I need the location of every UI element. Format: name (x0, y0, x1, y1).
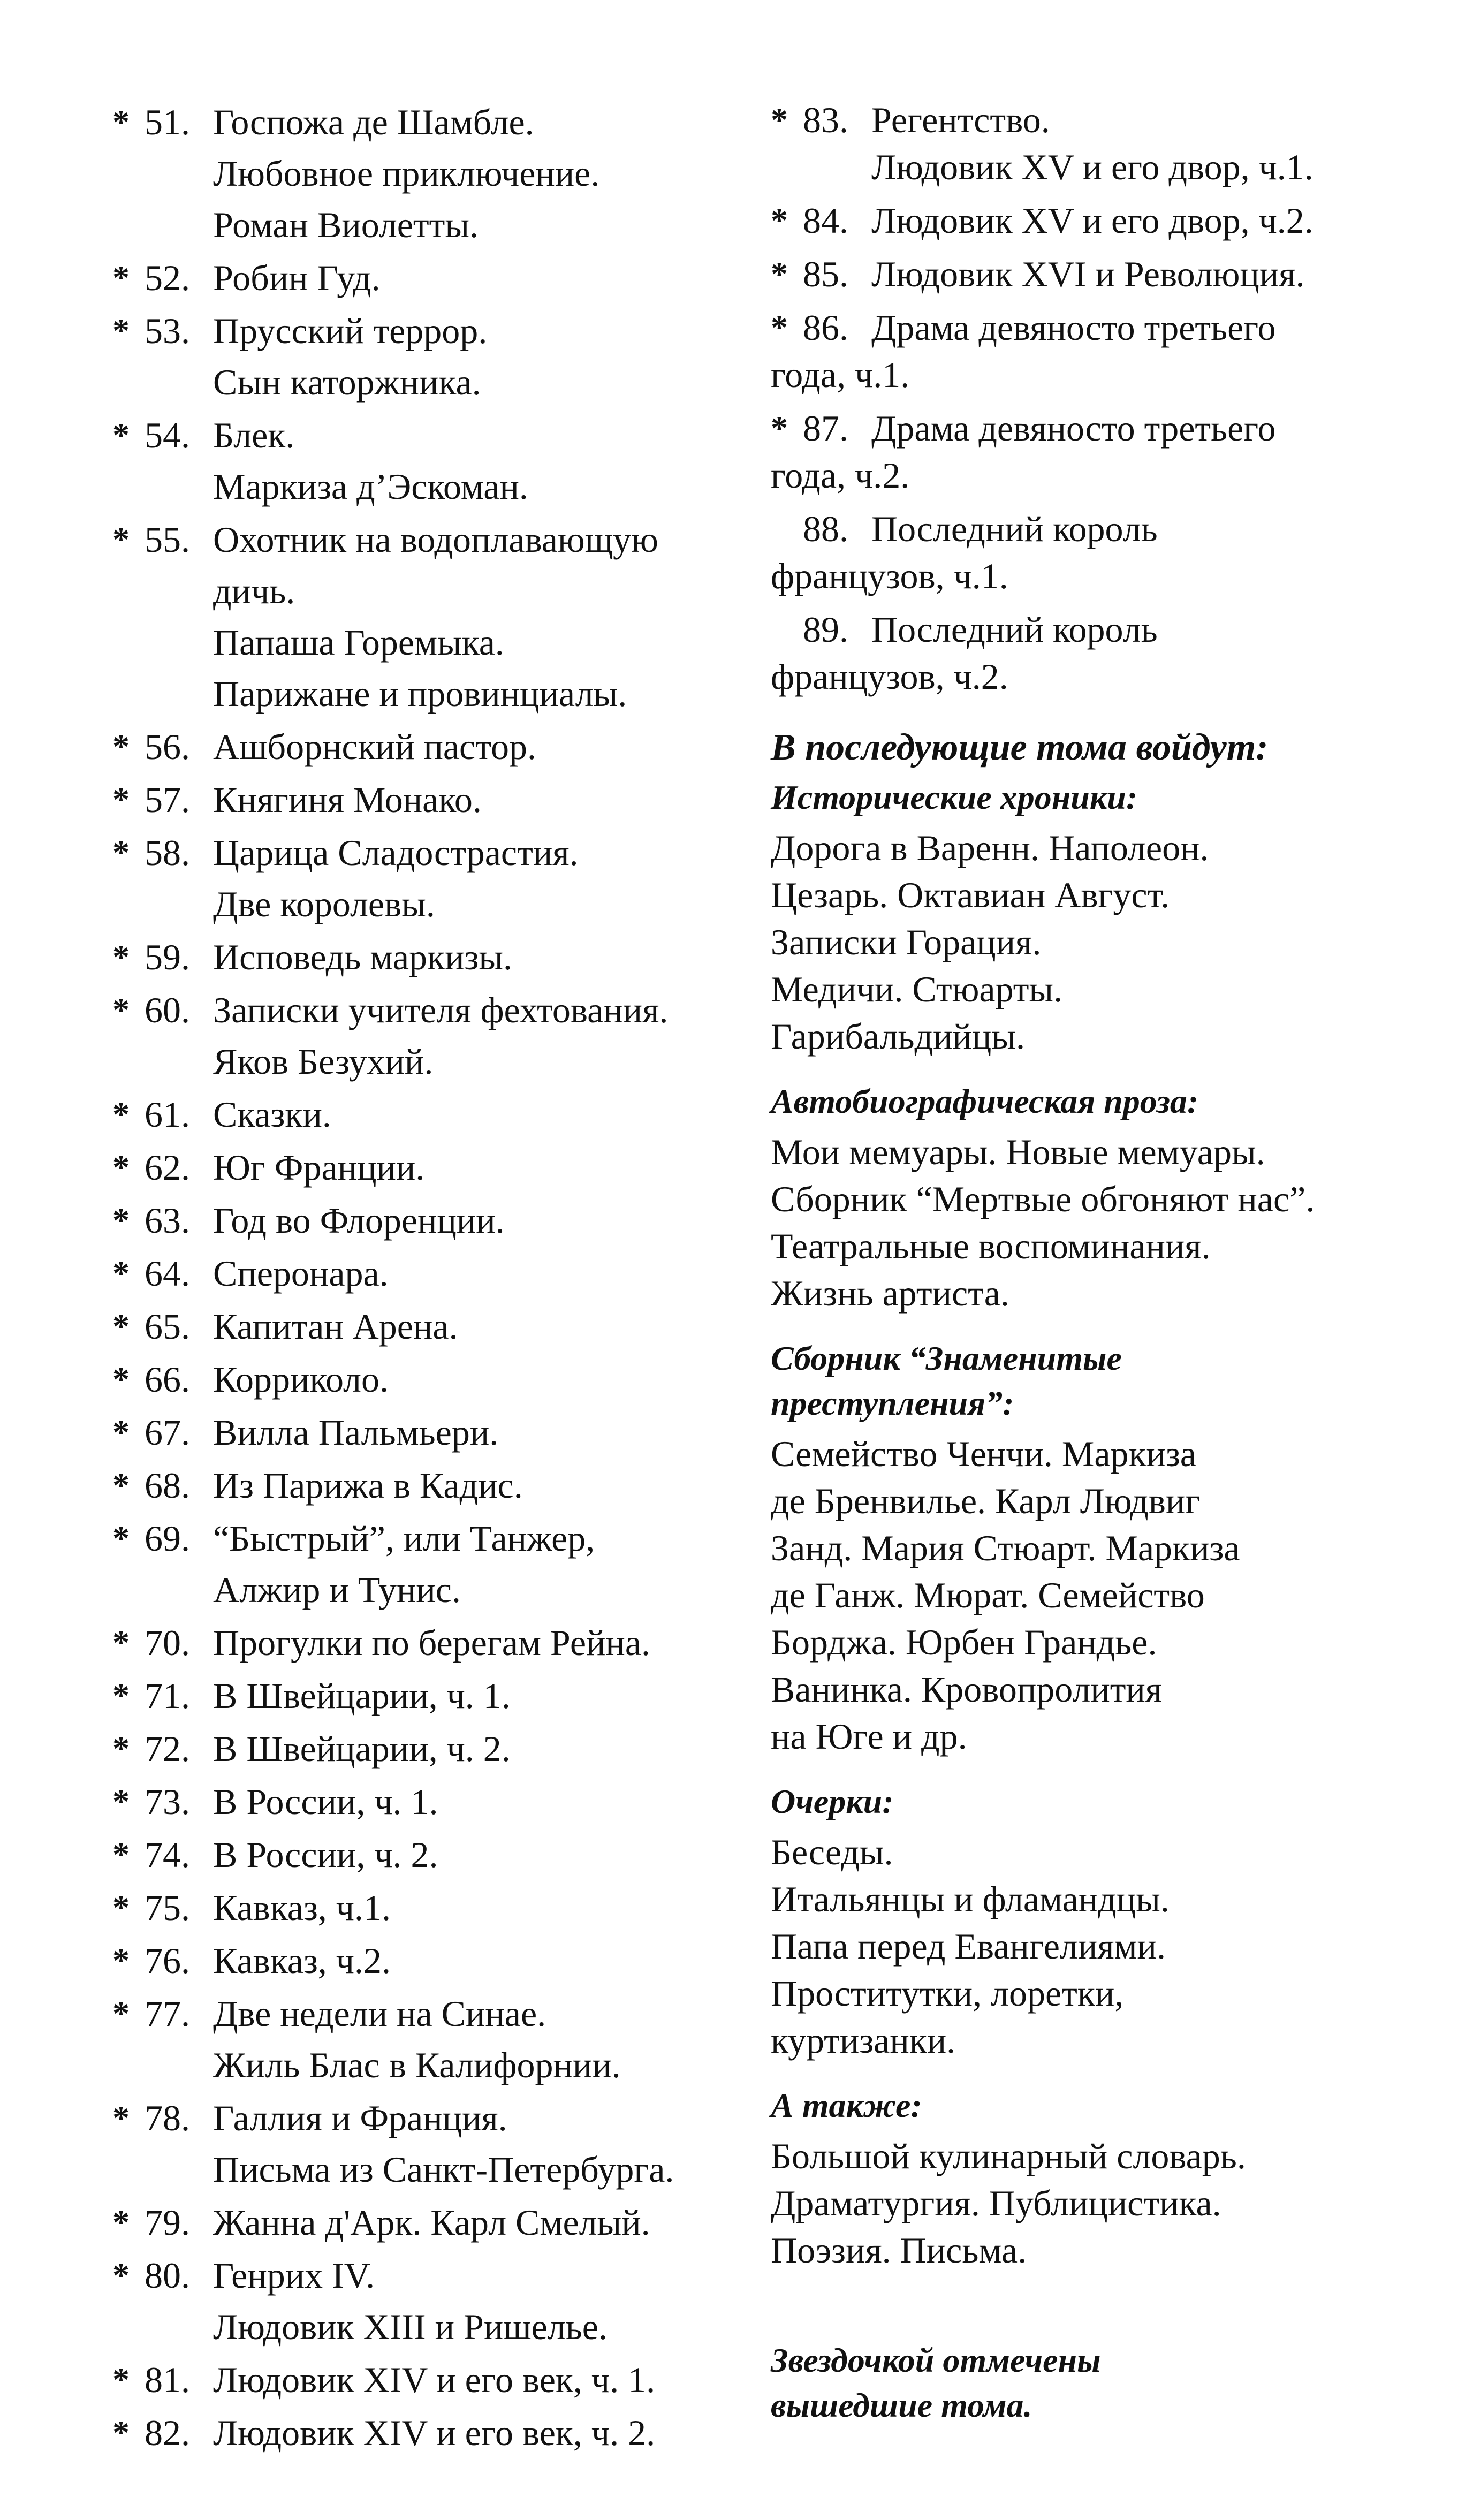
volume-number: 85. (803, 254, 848, 294)
published-star-marker: * (112, 1360, 130, 1398)
section-text-line: на Юге и др. (771, 1716, 967, 1757)
published-star-marker: * (112, 416, 130, 454)
volume-title-line: Алжир и Тунис. (213, 1569, 461, 1610)
volume-title-line: Царица Сладострастия. (213, 832, 579, 873)
volume-titles (213, 2197, 723, 2248)
volume-number: 66. (145, 1359, 190, 1400)
volume-number: 51. (145, 102, 190, 142)
volume-titles (213, 2407, 723, 2458)
volume-title-line: Яков Безухий. (213, 1041, 434, 1082)
section-heading (771, 1079, 1392, 1124)
section-text-line: Записки Горация. (771, 922, 1042, 962)
volume-entry (112, 2250, 723, 2352)
volume-number: 72. (145, 1728, 190, 1769)
volume-entry-head (771, 96, 1392, 143)
published-star-marker: * (112, 1623, 130, 1661)
volume-title-line: французов, ч.2. (771, 656, 1008, 697)
published-star-marker: * (112, 2256, 130, 2294)
volume-title-line: Людовик XIV и его век, ч. 2. (213, 2412, 656, 2453)
volume-number: 53. (145, 310, 190, 351)
volume-titles (213, 1354, 723, 1405)
volume-entry-head (771, 606, 1392, 653)
volume-titles (213, 96, 723, 251)
volume-titles (213, 1301, 723, 1352)
volume-entry (112, 2092, 723, 2195)
published-star-marker: * (112, 833, 130, 871)
volume-titles (213, 1776, 723, 1827)
volume-titles (213, 1089, 723, 1140)
volume-entry (112, 252, 723, 303)
volume-number: 89. (803, 609, 848, 650)
volume-title-line: Блек. (213, 415, 295, 456)
volume-titles (213, 252, 723, 303)
published-star-marker: * (112, 1941, 130, 1979)
volume-title-line: Робин Гуд. (213, 257, 381, 298)
volume-title-line: Парижане и провинциалы. (213, 673, 627, 714)
volume-titles (213, 721, 723, 772)
volume-titles (213, 409, 723, 512)
volume-entry (112, 2407, 723, 2458)
published-star-marker: * (112, 2203, 130, 2241)
volume-titles (213, 984, 723, 1087)
volume-titles (213, 2354, 723, 2405)
volume-titles (213, 1829, 723, 1880)
volume-entry (112, 1407, 723, 1458)
section-heading (771, 1336, 1392, 1426)
published-star-marker: * (112, 520, 130, 558)
published-star-marker: * (771, 255, 788, 293)
right-entries-list (771, 96, 1392, 700)
volume-entry-head (771, 505, 1392, 552)
volume-title-line: Последний король (871, 609, 1158, 650)
published-star-marker: * (771, 101, 788, 139)
published-star-marker: * (112, 1148, 130, 1186)
section-heading-line: А также: (771, 2086, 922, 2124)
volume-entry (112, 827, 723, 930)
volume-number: 77. (145, 1993, 190, 2034)
section-heading-line: Очерки: (771, 1782, 894, 1820)
volume-title-line: Исповедь маркизы. (213, 937, 513, 977)
volume-titles (213, 2250, 723, 2352)
volume-entry (771, 251, 1392, 298)
right-column (771, 96, 1392, 2428)
published-star-marker: * (112, 1994, 130, 2032)
volume-title-line: Людовик XIV и его век, ч. 1. (213, 2359, 656, 2400)
volume-title-line: Людовик XVI и Революция. (871, 254, 1305, 294)
published-star-marker: * (112, 1676, 130, 1714)
volume-entry (112, 305, 723, 408)
volume-title-line: Из Парижа в Кадис. (213, 1465, 523, 1506)
published-star-marker (771, 606, 803, 653)
volume-title-line: Ашборнский пастор. (213, 726, 537, 767)
volume-title-line: Юг Франции. (213, 1147, 425, 1188)
volume-title-line: дичь. (213, 571, 295, 611)
volume-entry (112, 1354, 723, 1405)
volume-title-line: Регентство. (871, 100, 1050, 140)
volume-title-line: В Швейцарии, ч. 1. (213, 1675, 511, 1716)
footnote-line: вышедшие тома. (771, 2386, 1032, 2424)
published-star-marker: * (112, 1519, 130, 1557)
section-text-line: Медичи. Стюарты. (771, 969, 1063, 1009)
volume-number: 64. (145, 1253, 190, 1294)
section-heading (771, 1779, 1392, 1824)
volume-number: 59. (145, 937, 190, 977)
volume-entry (771, 606, 1392, 700)
volume-number: 86. (803, 307, 848, 348)
volume-entry (112, 1089, 723, 1140)
volume-entry (112, 721, 723, 772)
volume-number: 87. (803, 408, 848, 449)
volume-entry (112, 96, 723, 251)
section-heading (771, 775, 1392, 820)
volume-titles (213, 1407, 723, 1458)
volume-number: 54. (145, 415, 190, 456)
volume-number: 71. (145, 1675, 190, 1716)
volume-title-line: Прогулки по берегам Рейна. (213, 1622, 650, 1663)
volume-titles (213, 931, 723, 983)
section-text-line: Итальянцы и фламандцы. (771, 1879, 1170, 1919)
volume-entry-head (771, 304, 1392, 351)
volume-title-line: Охотник на водоплавающую (213, 519, 658, 560)
section-text-line: Цезарь. Октавиан Август. (771, 875, 1170, 915)
volume-title-line: Капитан Арена. (213, 1306, 458, 1347)
volume-title-line: Госпожа де Шамбле. (213, 102, 534, 142)
volume-titles (213, 1142, 723, 1193)
section-text-line: Ванинка. Кровопролития (771, 1669, 1163, 1710)
section-text-line: Проститутки, лоретки, (771, 1973, 1124, 2014)
volume-title-line: года, ч.1. (771, 354, 910, 395)
published-star-marker: * (112, 727, 130, 765)
section-text-line: Драматургия. Публицистика. (771, 2183, 1221, 2223)
footnote-line: Звездочкой отмечены (771, 2341, 1101, 2379)
volume-entry (112, 1142, 723, 1193)
section-heading (771, 2083, 1392, 2128)
section-heading-line: Исторические хроники: (771, 778, 1138, 816)
published-star-marker: * (112, 1413, 130, 1451)
volume-number: 52. (145, 257, 190, 298)
volume-entry (112, 1513, 723, 1615)
volume-entry (112, 1935, 723, 1986)
published-star-marker: * (112, 991, 130, 1029)
volume-entry (771, 505, 1392, 599)
volume-title-line: Людовик XIII и Ришелье. (213, 2306, 608, 2347)
section-text-line: Занд. Мария Стюарт. Маркиза (771, 1528, 1240, 1568)
volume-number: 58. (145, 832, 190, 873)
volume-title-line: Любовное приключение. (213, 153, 600, 194)
volume-titles (213, 1723, 723, 1774)
volume-entry-head (771, 197, 1392, 244)
volume-title-line: Записки учителя фехтования. (213, 990, 669, 1030)
section-text-line: Борджа. Юрбен Грандье. (771, 1622, 1157, 1663)
volume-title-line: В Швейцарии, ч. 2. (213, 1728, 511, 1769)
volume-title-line: Кавказ, ч.2. (213, 1940, 391, 1981)
volume-title-line: Две королевы. (213, 884, 435, 924)
upcoming-volumes-title: В последующие тома войдут: (771, 727, 1269, 768)
volume-entry (771, 405, 1392, 499)
volume-number: 88. (803, 508, 848, 549)
published-star-marker: * (112, 1466, 130, 1504)
volume-titles (213, 774, 723, 825)
volume-title-line: Сын каторжника. (213, 362, 481, 403)
volume-entry (112, 2354, 723, 2405)
volume-number: 57. (145, 779, 190, 820)
volume-number: 69. (145, 1518, 190, 1559)
volume-number: 80. (145, 2255, 190, 2296)
volume-entry (112, 1723, 723, 1774)
volume-number: 73. (145, 1781, 190, 1822)
volume-title-line: Год во Флоренции. (213, 1200, 505, 1241)
section-heading-line: преступления”: (771, 1384, 1014, 1422)
volume-entry (112, 1248, 723, 1299)
volume-title-line: Людовик XV и его двор, ч.1. (871, 147, 1313, 187)
volume-entry (112, 1460, 723, 1511)
volume-number: 74. (145, 1834, 190, 1875)
volume-entry (771, 197, 1392, 244)
published-star-marker: * (112, 1254, 130, 1292)
published-star-marker: * (112, 1307, 130, 1345)
volume-entry (112, 931, 723, 983)
published-star-marker: * (112, 2099, 130, 2137)
volume-number: 70. (145, 1622, 190, 1663)
volume-titles (213, 2092, 723, 2195)
volume-entry (112, 1301, 723, 1352)
section-text-line: Мои мемуары. Новые мемуары. (771, 1132, 1265, 1172)
section-text-line: Беседы. (771, 1832, 893, 1872)
volume-number: 79. (145, 2202, 190, 2243)
published-star-marker: * (771, 201, 788, 239)
volume-title-line: В России, ч. 2. (213, 1834, 438, 1875)
volume-number: 63. (145, 1200, 190, 1241)
published-star-marker: * (112, 780, 130, 818)
footnote (771, 2338, 1392, 2428)
left-column (112, 96, 723, 2460)
volume-title-line: Маркиза д’Эскоман. (213, 466, 528, 507)
volume-title-line: Вилла Пальмьери. (213, 1412, 499, 1453)
volume-number: 82. (145, 2412, 190, 2453)
volume-entry (112, 984, 723, 1087)
published-star-marker: * (112, 1095, 130, 1133)
volume-title-line: французов, ч.1. (771, 556, 1008, 596)
published-star-marker: * (112, 1835, 130, 1873)
published-star-marker: * (771, 308, 788, 346)
volume-titles (213, 1248, 723, 1299)
published-star-marker: * (112, 2360, 130, 2398)
section-text-line: Жизнь артиста. (771, 1273, 1009, 1314)
volume-title-line: Прусский террор. (213, 310, 488, 351)
volume-titles (213, 1935, 723, 1986)
published-star-marker: * (112, 2413, 130, 2451)
volume-entry (112, 1882, 723, 1933)
volume-entry (112, 409, 723, 512)
volume-titles (213, 1988, 723, 2091)
volume-entry-head (771, 405, 1392, 452)
section-text-line: куртизанки. (771, 2020, 956, 2061)
volume-number: 75. (145, 1887, 190, 1928)
volume-title-line: Драма девяносто третьего (871, 408, 1276, 449)
section-text-line: Театральные воспоминания. (771, 1226, 1211, 1266)
section-text-line: де Ганж. Мюрат. Семейство (771, 1575, 1205, 1615)
volume-titles (213, 1513, 723, 1615)
published-star-marker: * (771, 409, 788, 447)
volume-number: 83. (803, 100, 848, 140)
section-heading-line: Автобиографическая проза: (771, 1082, 1199, 1120)
volume-entry (112, 774, 723, 825)
volume-title-line: Сказки. (213, 1094, 331, 1135)
volume-entry (112, 1195, 723, 1246)
volume-titles (213, 305, 723, 408)
volume-titles (213, 827, 723, 930)
section-text-line: Поэзия. Письма. (771, 2230, 1027, 2271)
published-star-marker: * (112, 259, 130, 297)
published-star-marker: * (112, 1888, 130, 1926)
volume-title-line: Письма из Санкт-Петербурга. (213, 2149, 674, 2190)
volume-number: 67. (145, 1412, 190, 1453)
volume-title-line: Генрих IV. (213, 2255, 375, 2296)
published-star-marker: * (112, 312, 130, 350)
volume-entry (771, 96, 1392, 191)
volume-number: 61. (145, 1094, 190, 1135)
upcoming-sections (771, 775, 1392, 2274)
volume-title-line: Людовик XV и его двор, ч.2. (871, 200, 1313, 241)
volume-entry (112, 1988, 723, 2091)
volume-number: 68. (145, 1465, 190, 1506)
volume-titles (213, 1460, 723, 1511)
volume-entry (112, 514, 723, 719)
volume-title-line: Кавказ, ч.1. (213, 1887, 391, 1928)
volume-number: 56. (145, 726, 190, 767)
volume-number: 62. (145, 1147, 190, 1188)
volume-number: 76. (145, 1940, 190, 1981)
volume-entry (112, 1776, 723, 1827)
section-text-line: Сборник “Мертвые обгоняют нас”. (771, 1179, 1315, 1219)
volume-titles (213, 1882, 723, 1933)
section-text-line: Большой кулинарный словарь. (771, 2136, 1246, 2176)
published-star-marker: * (112, 1782, 130, 1820)
volume-entry-head (771, 251, 1392, 298)
volume-title-line: Галлия и Франция. (213, 2098, 507, 2138)
published-star-marker: * (112, 1729, 130, 1767)
volume-titles (213, 1195, 723, 1246)
volume-title-line: Драма девяносто третьего (871, 307, 1276, 348)
volume-number: 65. (145, 1306, 190, 1347)
volume-title-line: “Быстрый”, или Танжер, (213, 1518, 595, 1559)
volume-title-line: Жиль Блас в Калифорнии. (213, 2045, 621, 2085)
volume-title-line: Жанна д'Арк. Карл Смелый. (213, 2202, 650, 2243)
section-text-line: Папа перед Евангелиями. (771, 1926, 1166, 1967)
volume-title-line: Последний король (871, 508, 1158, 549)
section-text-line: Семейство Ченчи. Маркиза (771, 1433, 1196, 1474)
volume-title-line: Корриколо. (213, 1359, 389, 1400)
section-heading-line: Сборник “Знаменитые (771, 1339, 1122, 1377)
volume-number: 78. (145, 2098, 190, 2138)
volume-titles (213, 1617, 723, 1668)
published-star-marker: * (112, 1201, 130, 1239)
volume-entry (112, 1670, 723, 1721)
volume-entry (771, 304, 1392, 398)
volume-number: 84. (803, 200, 848, 241)
volume-title-line: года, ч.2. (771, 455, 910, 496)
section-text-line: де Бренвилье. Карл Людвиг (771, 1481, 1201, 1521)
volume-title-line: В России, ч. 1. (213, 1781, 438, 1822)
volume-entry (112, 1829, 723, 1880)
volume-entry (112, 2197, 723, 2248)
section-text-line: Гарибальдийцы. (771, 1016, 1025, 1057)
volume-entry (112, 1617, 723, 1668)
volume-title-line: Папаша Горемыка. (213, 622, 504, 663)
section-text-line: Дорога в Варенн. Наполеон. (771, 828, 1209, 868)
volume-number: 60. (145, 990, 190, 1030)
volume-title-line: Две недели на Синае. (213, 1993, 546, 2034)
volume-titles (213, 1670, 723, 1721)
volume-title-line: Роман Виолетты. (213, 204, 479, 245)
published-star-marker: * (112, 938, 130, 976)
volume-title-line: Сперонара. (213, 1253, 389, 1294)
published-star-marker (771, 505, 803, 552)
volume-titles (213, 514, 723, 719)
volume-number: 55. (145, 519, 190, 560)
published-star-marker: * (112, 103, 130, 141)
volume-title-line: Княгиня Монако. (213, 779, 482, 820)
volume-number: 81. (145, 2359, 190, 2400)
